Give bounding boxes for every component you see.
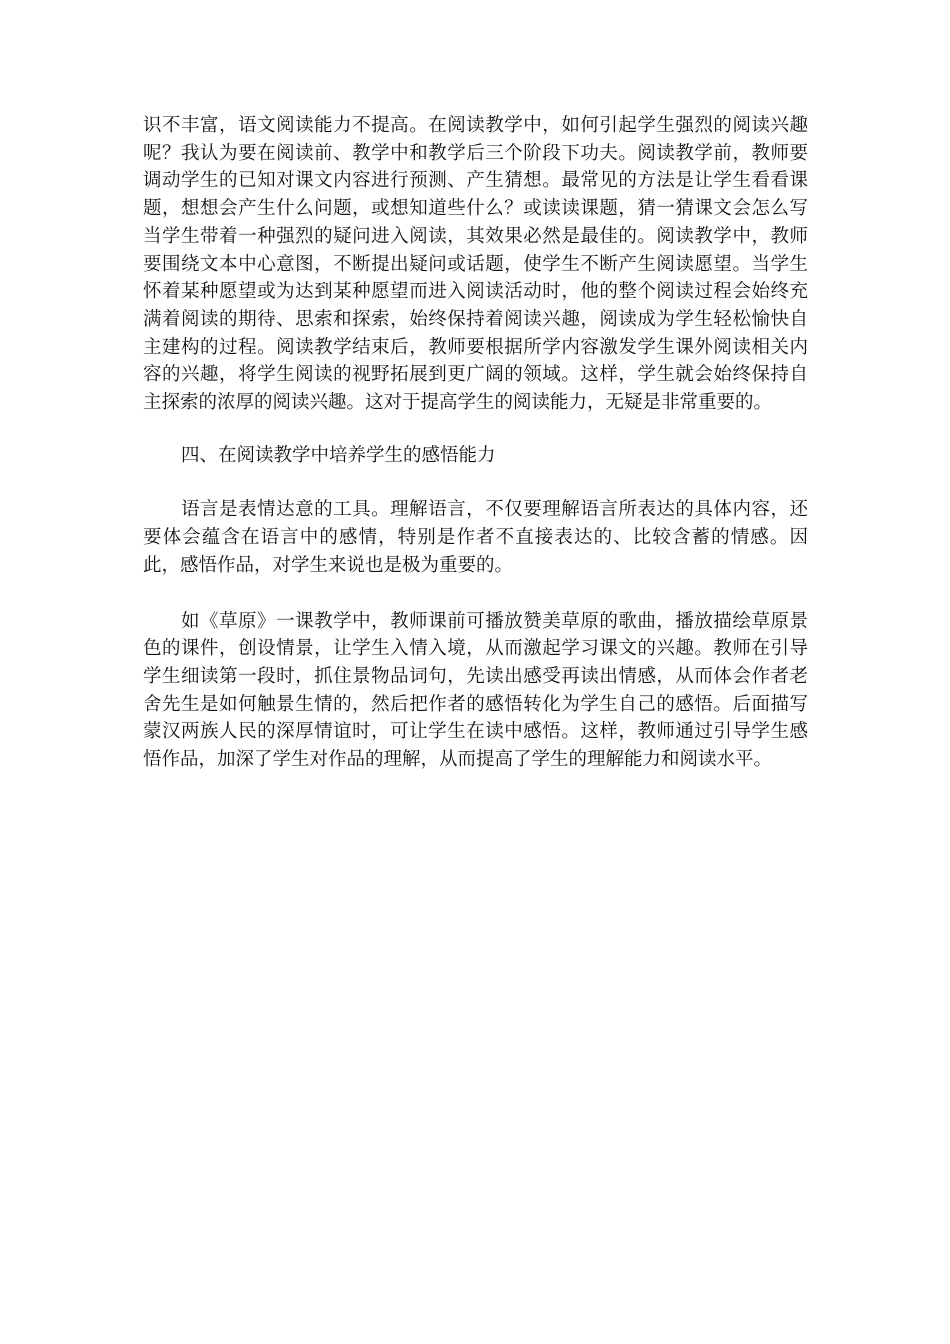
paragraph-reading-interest: 识不丰富，语文阅读能力不提高。在阅读教学中，如何引起学生强烈的阅读兴趣呢？我认为要在阅读前、教学中和教学后三个阶段下功夫。阅读教学前，教师要调动学生的已知对课文内容进行预测、产生猜想。最常见的方法是让学生看看课题，想想会产生什么问题，或想知道些什么？或读读课题，猜一猜课文会怎么写当学生带着一种强烈的疑问进入阅读，其效果必然是最佳的。阅读教学中，教师要围绕文本中心意图，不断提出疑问或话题，使学生不断产生阅读愿望。当学生怀着某种愿望或为达到某种愿望而进入阅读活动时，他的整个阅读过程会始终充满着阅读的期待、思索和探索，始终保持着阅读兴趣，阅读成为学生轻松愉快自主建构的过程。阅读教学结束后，教师要根据所学内容激发学生课外阅读相关内容的兴趣，将学生阅读的视野拓展到更广阔的领域。这样，学生就会始终保持自主探索的浓厚的阅读兴趣。这对于提高学生的阅读能力，无疑是非常重要的。	[143, 115, 808, 414]
paragraph-grassland-example: 如《草原》一课教学中，教师课前可播放赞美草原的歌曲，播放描绘草原景色的课件，创设情景，让学生入情入境，从而激起学习课文的兴趣。教师在引导学生细读第一段时，抓住景物品词句，先读出感受再读出情感，从而体会作者老舍先生是如何触景生情的，然后把作者的感悟转化为学生自己的感悟。后面描写蒙汉两族人民的深厚情谊时，可让学生在读中感悟。这样，教师通过引导学生感悟作品，加深了学生对作品的理解，从而提高了学生的理解能力和阅读水平。	[143, 610, 808, 771]
paragraph-language-emotion: 语言是表情达意的工具。理解语言，不仅要理解语言所表达的具体内容，还要体会蕴含在语言中的感情，特别是作者不直接表达的、比较含蓄的情感。因此，感悟作品，对学生来说也是极为重要的。	[143, 499, 808, 576]
section-heading-4: 四、在阅读教学中培养学生的感悟能力	[181, 444, 496, 466]
document-body	[143, 112, 808, 774]
